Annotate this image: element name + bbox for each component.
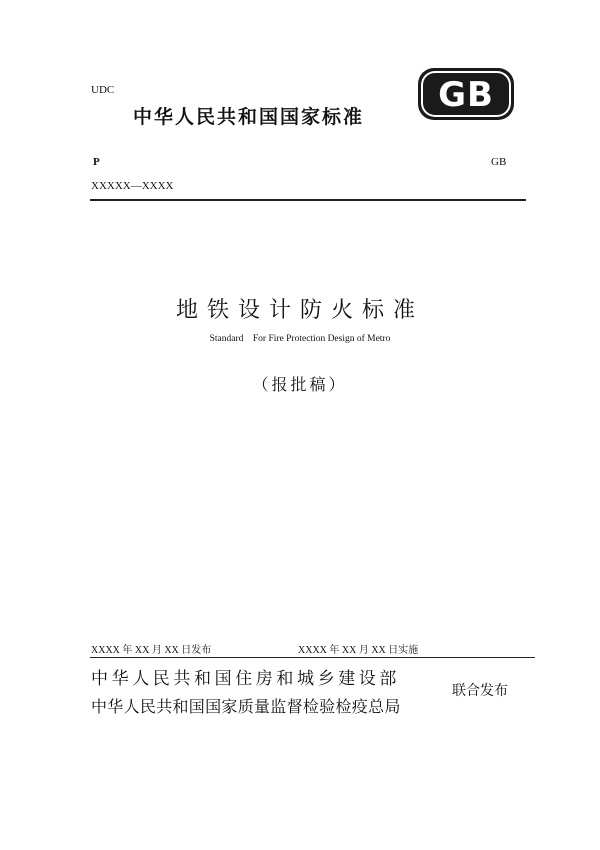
udc-label: UDC: [91, 84, 115, 96]
national-standard-heading: 中华人民共和国国家标准: [133, 106, 365, 128]
issue-date: XXXX 年 XX 月 XX 日发布: [91, 645, 212, 656]
document-title: 地铁设计防火标准: [175, 298, 424, 323]
standard-number: XXXXX—XXXX: [91, 180, 174, 192]
classification-code: P: [93, 156, 100, 168]
joint-issue-label: 联合发布: [452, 683, 508, 699]
gb-label: GB: [491, 156, 507, 168]
issuing-department-housing: 中华人民共和国住房和城乡建设部: [91, 669, 400, 689]
gb-logo: [418, 68, 514, 120]
gb-logo-graphic: [418, 68, 514, 120]
document-title-english: Standard For Fire Protection Design of Metro: [209, 334, 391, 344]
draft-status: （报批稿）: [252, 375, 348, 394]
footer-divider: [90, 657, 535, 658]
issuing-department-quality: 中华人民共和国国家质量监督检验检疫总局: [91, 697, 401, 716]
header-divider: [90, 199, 526, 201]
gb-logo-text: GB: [438, 75, 494, 115]
implementation-date: XXXX 年 XX 月 XX 日实施: [298, 645, 419, 656]
